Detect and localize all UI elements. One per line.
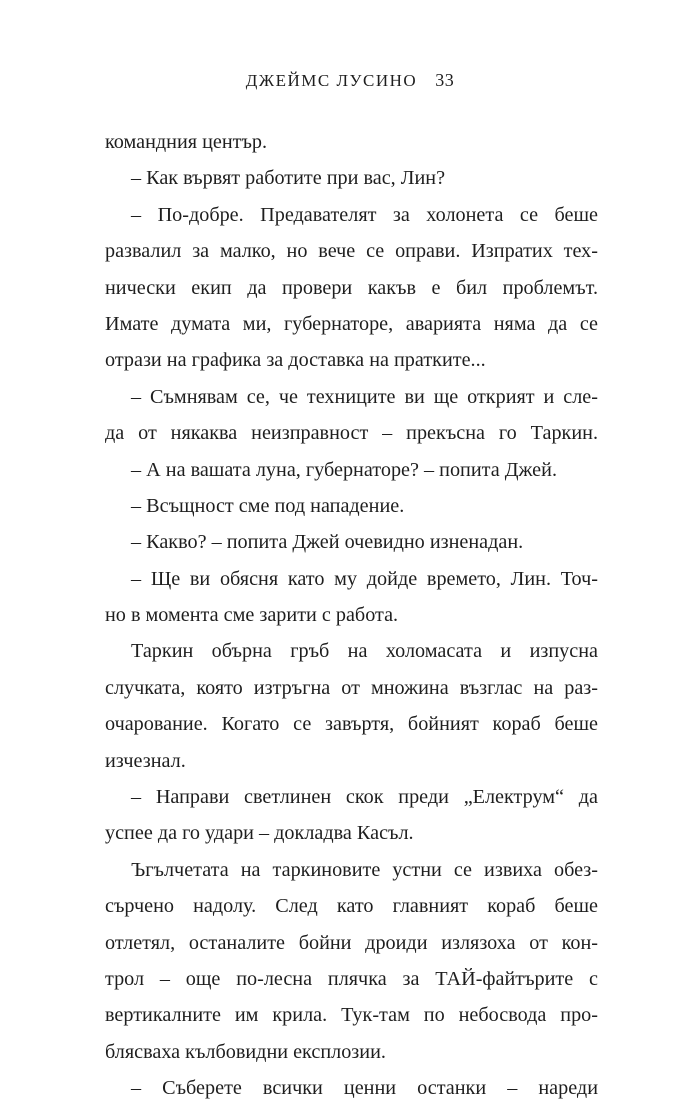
text-line: Ъгълчетата на таркиновите устни се извиха обез- [131, 858, 598, 881]
running-header [0, 70, 700, 91]
text-line: – По-добре. Предавателят за холонета се беше [131, 203, 598, 226]
author-name: ДЖЕЙМС ЛУСИНО [245, 71, 418, 90]
text-line: – А на вашата луна, губернаторе? – попита Джей. [131, 458, 557, 481]
text-line: Имате думата ми, губернаторе, аварията няма да се [105, 312, 598, 335]
text-line: – Как вървят работите при вас, Лин? [131, 167, 446, 190]
text-line: успее да го удари – докладва Касъл. [105, 822, 414, 845]
page-number: 33 [435, 70, 455, 90]
body-text [105, 124, 598, 1107]
text-line: – Съберете всички ценни останки – нареди [131, 1077, 598, 1100]
text-line: – Всъщност сме под нападение. [131, 494, 405, 517]
text-line: случката, която изтръгна от множина възглас на раз- [105, 676, 598, 699]
text-line: – Направи светлинен скок преди „Електрум“ да [131, 786, 598, 809]
text-line: отрази на графика за доставка на пратките... [105, 349, 486, 372]
text-line: сърчено надолу. След като главният кораб беше [105, 895, 598, 918]
text-line: – Какво? – попита Джей очевидно изненадан. [131, 531, 524, 554]
text-line: нически екип да провери какъв е бил проблемът. [105, 276, 598, 299]
text-line: очарование. Когато се завъртя, бойният кораб беше [105, 713, 598, 736]
text-line: блясваха кълбовидни експлозии. [105, 1040, 386, 1063]
text-line: но в момента сме зарити с работа. [105, 604, 399, 627]
text-line: командния център. [105, 131, 268, 153]
text-line: вертикалните им крила. Тук-там по небосвода про- [105, 1004, 598, 1027]
text-line: изчезнал. [105, 749, 186, 772]
text-line: развалил за малко, но вече се оправи. Изпратих тех- [105, 240, 598, 263]
text-line: – Ще ви обясня като му дойде времето, Лин. Точ- [131, 567, 598, 590]
text-line: Таркин обърна гръб на холомасата и изпусна [131, 640, 598, 663]
text-line: да от някаква неизправност – прекъсна го Таркин. [105, 422, 598, 445]
text-line: – Съмнявам се, че техниците ви ще открият и сле- [131, 385, 598, 408]
text-line: трол – още по-лесна плячка за ТАЙ-файтърите с [105, 967, 598, 990]
text-line: отлетял, останалите бойни дроиди излязоха от кон- [105, 931, 598, 954]
